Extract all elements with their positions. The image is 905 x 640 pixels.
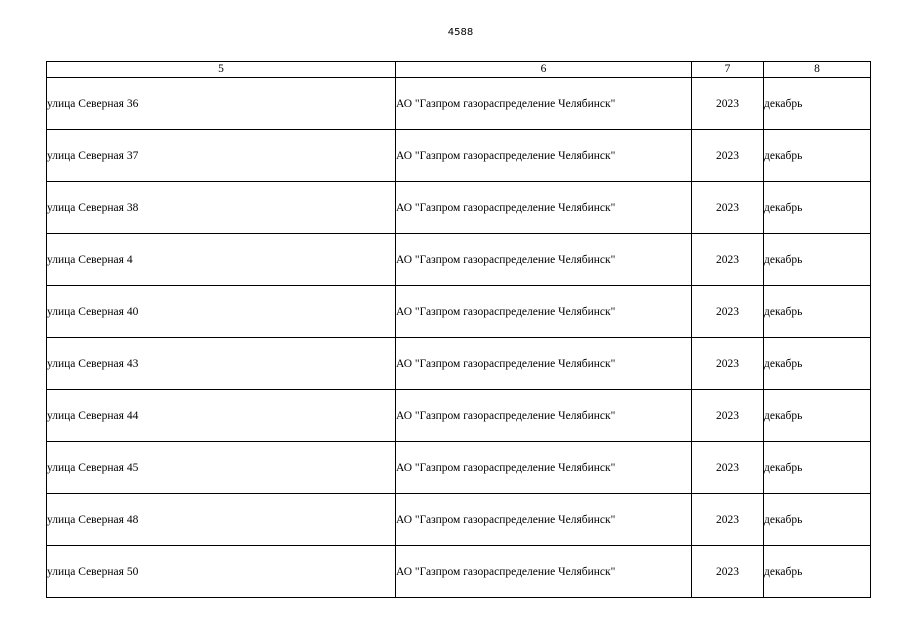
page-number: 4588: [447, 27, 474, 38]
table-row: [47, 286, 871, 338]
address-cell: улица Северная 40: [47, 286, 396, 338]
month-cell: декабрь: [764, 286, 871, 338]
year-cell: 2023: [692, 78, 764, 130]
header-row: [47, 62, 871, 78]
table-header: [47, 62, 871, 78]
organization-cell: АО "Газпром газораспределение Челябинск": [396, 494, 692, 546]
month-cell: декабрь: [764, 390, 871, 442]
column-header-8: 8: [764, 62, 871, 78]
organization-cell: АО "Газпром газораспределение Челябинск": [396, 338, 692, 390]
month-cell: декабрь: [764, 182, 871, 234]
table-row: [47, 78, 871, 130]
address-cell: улица Северная 36: [47, 78, 396, 130]
address-cell: улица Северная 43: [47, 338, 396, 390]
month-cell: декабрь: [764, 234, 871, 286]
table-row: [47, 234, 871, 286]
table-row: [47, 182, 871, 234]
year-cell: 2023: [692, 390, 764, 442]
year-cell: 2023: [692, 494, 764, 546]
year-cell: 2023: [692, 286, 764, 338]
organization-cell: АО "Газпром газораспределение Челябинск": [396, 546, 692, 598]
month-cell: декабрь: [764, 78, 871, 130]
table-body: [47, 78, 871, 598]
document-table: [46, 61, 871, 598]
address-cell: улица Северная 45: [47, 442, 396, 494]
address-cell: улица Северная 48: [47, 494, 396, 546]
year-cell: 2023: [692, 130, 764, 182]
year-cell: 2023: [692, 182, 764, 234]
column-header-6: 6: [396, 62, 692, 78]
year-cell: 2023: [692, 546, 764, 598]
month-cell: декабрь: [764, 338, 871, 390]
organization-cell: АО "Газпром газораспределение Челябинск": [396, 286, 692, 338]
year-cell: 2023: [692, 234, 764, 286]
month-cell: декабрь: [764, 130, 871, 182]
month-cell: декабрь: [764, 546, 871, 598]
organization-cell: АО "Газпром газораспределение Челябинск": [396, 234, 692, 286]
address-cell: улица Северная 4: [47, 234, 396, 286]
month-cell: декабрь: [764, 494, 871, 546]
organization-cell: АО "Газпром газораспределение Челябинск": [396, 130, 692, 182]
table-row: [47, 442, 871, 494]
table-row: [47, 390, 871, 442]
organization-cell: АО "Газпром газораспределение Челябинск": [396, 78, 692, 130]
organization-cell: АО "Газпром газораспределение Челябинск": [396, 182, 692, 234]
year-cell: 2023: [692, 338, 764, 390]
table-row: [47, 130, 871, 182]
address-cell: улица Северная 44: [47, 390, 396, 442]
month-cell: декабрь: [764, 442, 871, 494]
address-cell: улица Северная 37: [47, 130, 396, 182]
table-row: [47, 494, 871, 546]
table-row: [47, 338, 871, 390]
table-row: [47, 546, 871, 598]
column-header-7: 7: [692, 62, 764, 78]
organization-cell: АО "Газпром газораспределение Челябинск": [396, 442, 692, 494]
organization-cell: АО "Газпром газораспределение Челябинск": [396, 390, 692, 442]
address-cell: улица Северная 50: [47, 546, 396, 598]
address-cell: улица Северная 38: [47, 182, 396, 234]
column-header-5: 5: [47, 62, 396, 78]
year-cell: 2023: [692, 442, 764, 494]
